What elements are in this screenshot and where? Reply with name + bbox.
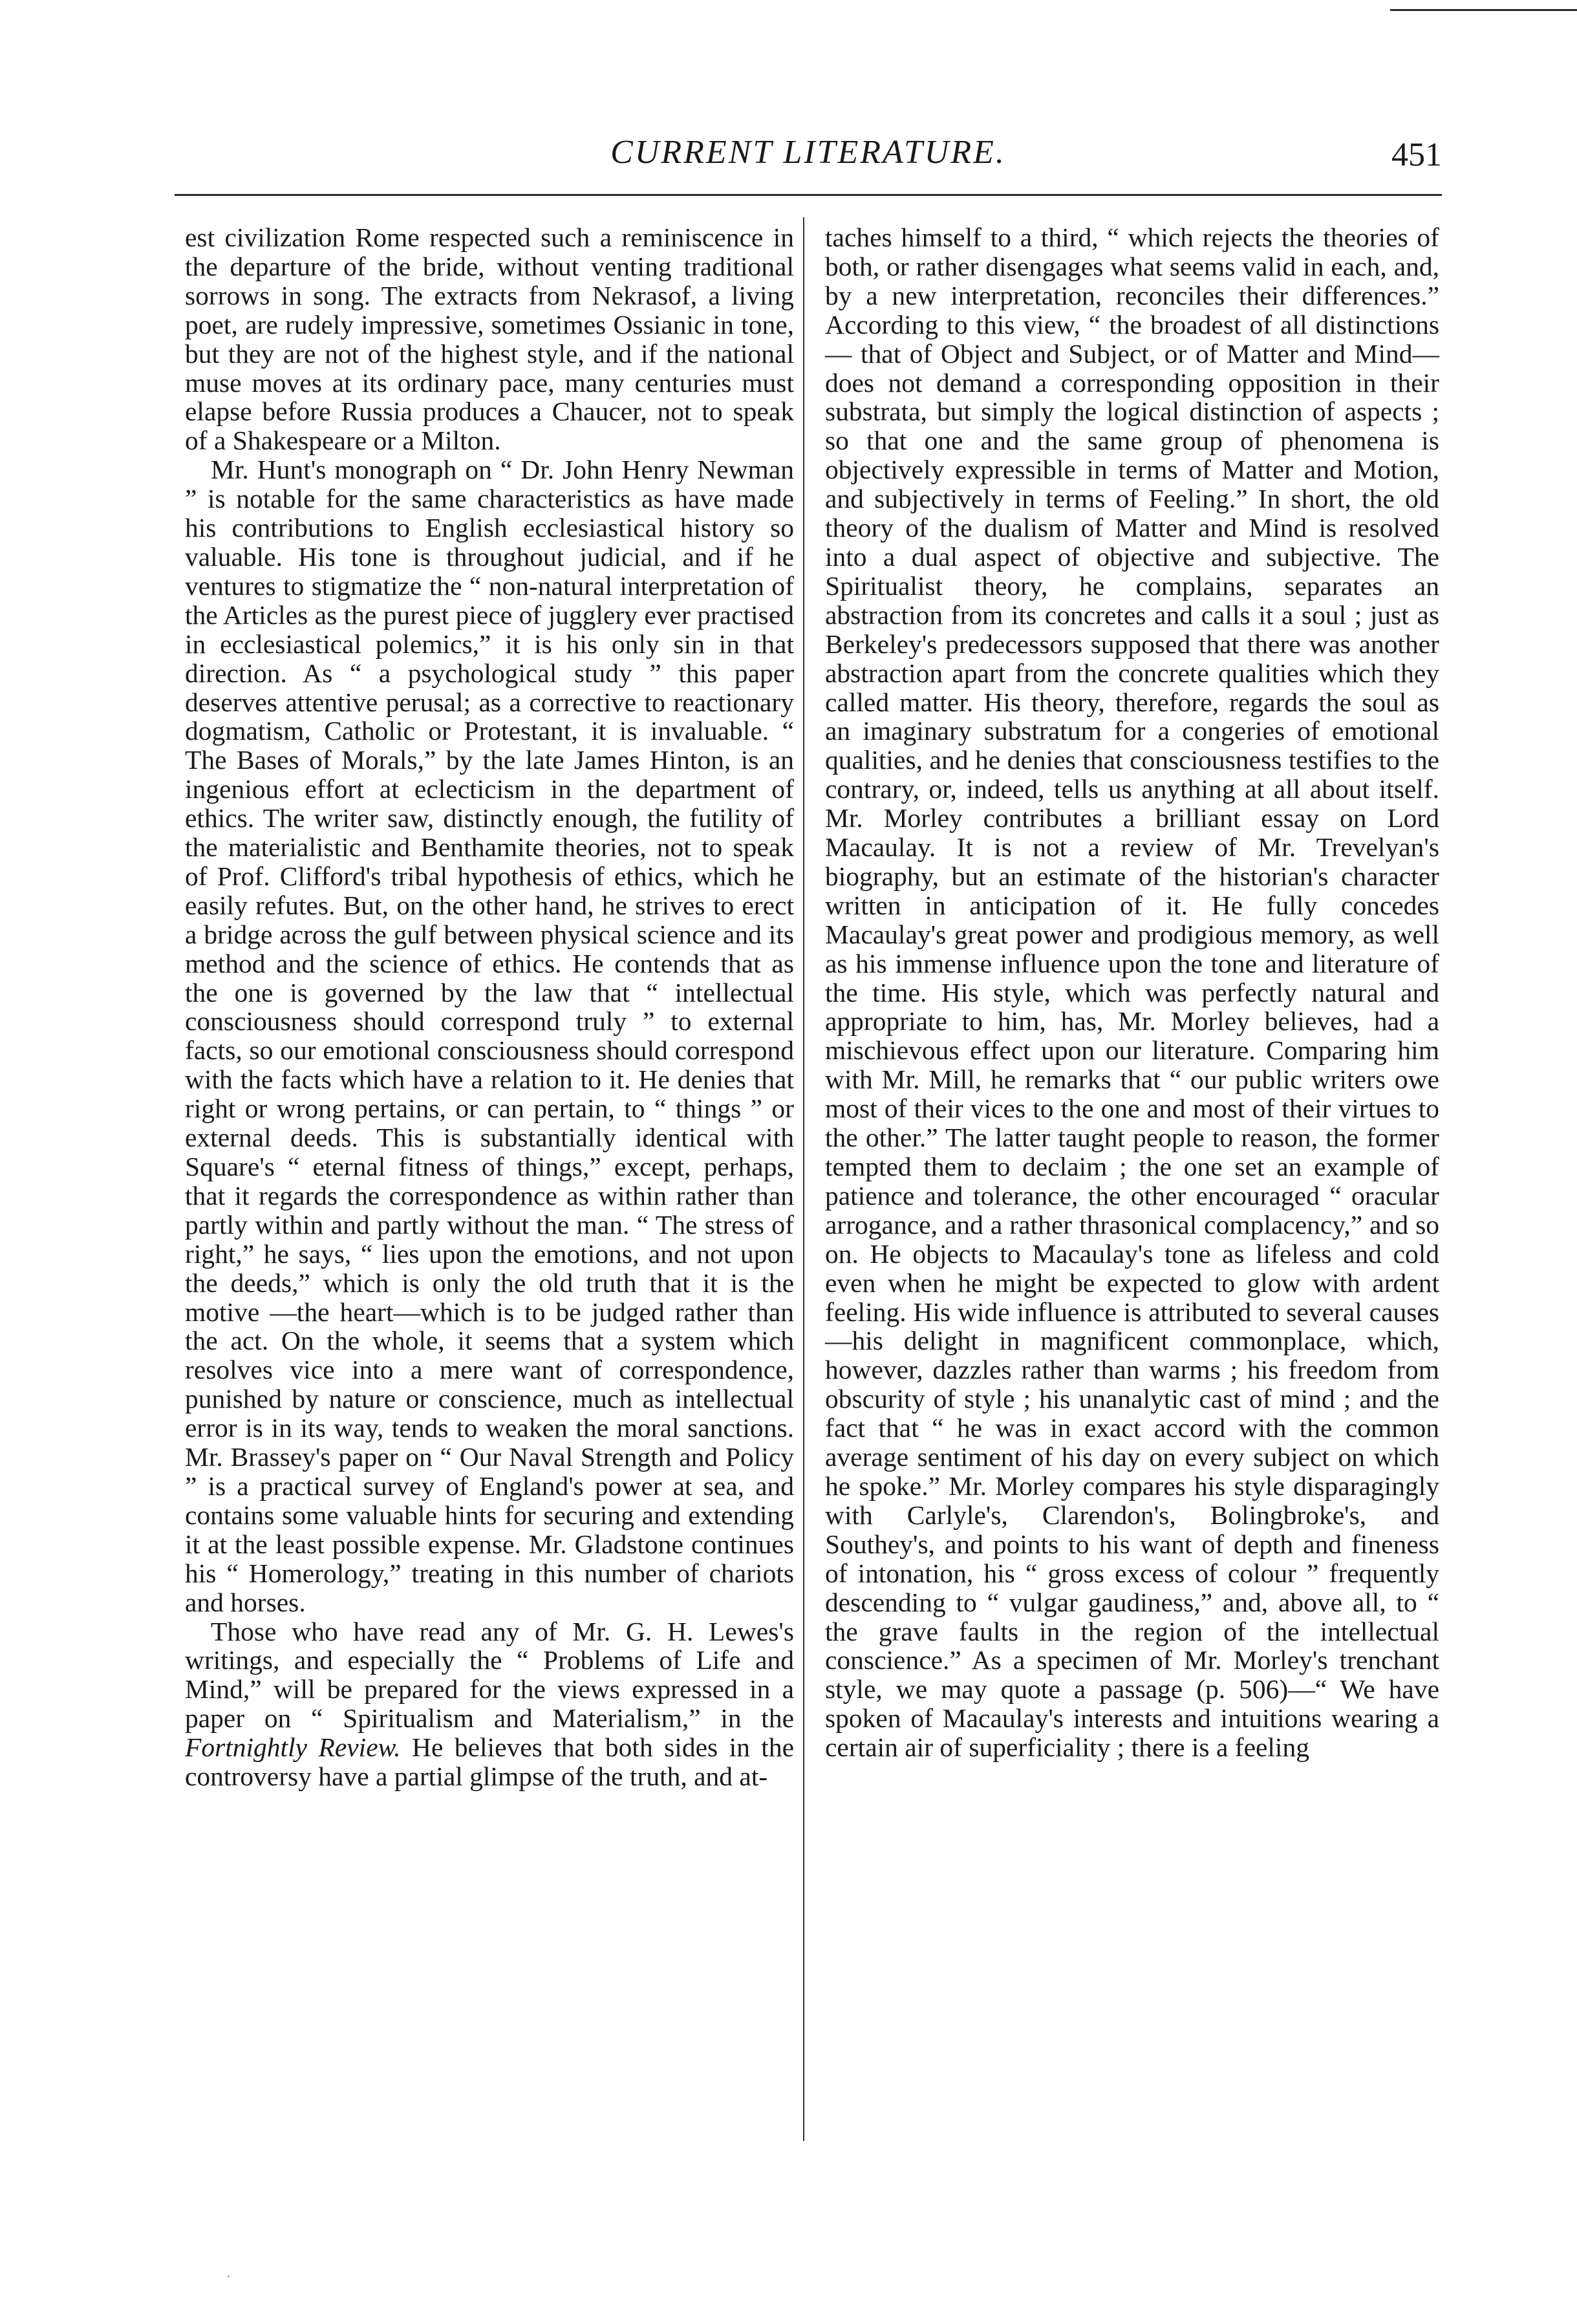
page-header: [175, 128, 1442, 180]
print-speck: ·: [226, 2270, 231, 2284]
paragraph: taches himself to a third, “ which rejects the theories of both, or rather disengages what seems valid in each, and, by a new interpretation, reconciles their differences.” According to this view, “ the broadest of all distinctions— that of Object and Subject, or of Matter and Mind—does not demand a corresponding opposition in their substrata, but simply the logical distinction of aspects ; so that one and the same group of phenomena is objectively expressible in terms of Matter and Motion, and subjectively in terms of Feeling.” In short, the old theory of the dualism of Matter and Mind is resolved into a dual aspect of objective and subjective. The Spiritualist theory, he complains, separates an abstraction from its concretes and calls it a soul ; just as Berkeley's predecessors supposed that there was another abstraction apart from the concrete qualities which they called matter. His theory, therefore, regards the soul as an imaginary substratum for a congeries of emotional qualities, and he denies that consciousness testifies to the contrary, or, indeed, tells us anything at all about itself. Mr. Morley contributes a brilliant essay on Lord Macaulay. It is not a review of Mr. Trevelyan's biography, but an estimate of the historian's character written in anticipation of it. He fully concedes Macaulay's great power and prodigious memory, as well as his immense influence upon the tone and literature of the time. His style, which was perfectly natural and appropriate to him, has, Mr. Morley believes, had a mischievous effect upon our literature. Comparing him with Mr. Mill, he remarks that “ our public writers owe most of their vices to the one and most of their virtues to the other.” The latter taught people to reason, the former tempted them to declaim ; the one set an example of patience and tolerance, the other encouraged “ oracular arrogance, and a rather thrasonical complacency,” and so on. He objects to Macaulay's tone as lifeless and cold even when he might be expected to glow with ardent feeling. His wide influence is attributed to several causes—his delight in magnificent commonplace, which, however, dazzles rather than warms ; his freedom from obscurity of style ; his unanalytic cast of mind ; and the fact that “ he was in exact accord with the common average sentiment of his day on every subject on which he spoke.” Mr. Morley compares his style disparagingly with Carlyle's, Clarendon's, Bolingbroke's, and Southey's, and points to his want of depth and fineness of intonation, his “ gross excess of colour ” frequently descending to “ vulgar gaudiness,” and, above all, to “ the grave faults in the region of the intellectual conscience.” As a specimen of Mr. Morley's trenchant style, we may quote a passage (p. 506)—“ We have spoken of Macaulay's interests and intuitions wearing a certain air of superficiality ; there is a feeling: [825, 222, 1439, 1763]
header-rule: [175, 194, 1442, 196]
right-column: [825, 223, 1439, 1762]
paragraph: Mr. Hunt's monograph on “ Dr. John Henry Newman ” is notable for the same characteristics as have made his contributions to English ecclesiastical history so valuable. His tone is throughout judicial, and if he ventures to stigmatize the “ non-natural interpretation of the Articles as the purest piece of jugglery ever practised in ecclesiastical polemics,” it is his only sin in that direction. As “ a psychological study ” this paper deserves attentive perusal; as a corrective to reactionary dogmatism, Catholic or Protestant, it is invaluable. “ The Bases of Morals,” by the late James Hinton, is an ingenious effort at eclecticism in the department of ethics. The writer saw, distinctly enough, the futility of the materialistic and Benthamite theories, not to speak of Prof. Clifford's tribal hypothesis of ethics, which he easily refutes. But, on the other hand, he strives to erect a bridge across the gulf between physical science and its method and the science of ethics. He contends that as the one is governed by the law that “ intellectual consciousness should correspond truly ” to external facts, so our emotional consciousness should correspond with the facts which have a relation to it. He denies that right or wrong pertains, or can pertain, to “ things ” or external deeds. This is substantially identical with Square's “ eternal fitness of things,” except, perhaps, that it regards the correspondence as within rather than partly within and partly without the man. “ The stress of right,” he says, “ lies upon the emotions, and not upon the deeds,” which is only the old truth that it is the motive —the heart—which is to be judged rather than the act. On the whole, it seems that a system which resolves vice into a mere want of correspondence, punished by nature or conscience, much as intellectual error is in its way, tends to weaken the moral sanctions. Mr. Brassey's paper on “ Our Naval Strength and Policy ” is a practical survey of England's power at sea, and contains some valuable hints for securing and extending it at the least possible expense. Mr. Gladstone continues his “ Homerology,” treating in this number of chariots and horses.: [185, 455, 794, 1617]
column-divider: [803, 217, 804, 2141]
journal-title: Fortnightly Review.: [185, 1732, 401, 1763]
paragraph-text: He believes that both sides in the controversy have a partial glimpse of the truth, and at-: [185, 1732, 794, 1792]
paragraph-text: Those who have read any of Mr. G. H. Lewes's writings, and especially the “ Problems of Life and Mind,” will be prepared for the views expressed in a paper on “ Spiritualism and Materialism,” in the: [185, 1616, 794, 1734]
paragraph: [185, 1617, 794, 1791]
left-column: [185, 223, 794, 1791]
top-corner-rule: [1390, 9, 1577, 11]
page-number: 451: [1391, 136, 1442, 173]
running-title: CURRENT LITERATURE.: [610, 134, 1006, 171]
paragraph: est civilization Rome respected such a reminiscence in the departure of the bride, without venting traditional sorrows in song. The extracts from Nekrasof, a living poet, are rudely impressive, sometimes Ossianic in tone, but they are not of the highest style, and if the national muse moves at its ordinary pace, many centuries must elapse before Russia produces a Chaucer, not to speak of a Shakespeare or a Milton.: [185, 222, 794, 456]
